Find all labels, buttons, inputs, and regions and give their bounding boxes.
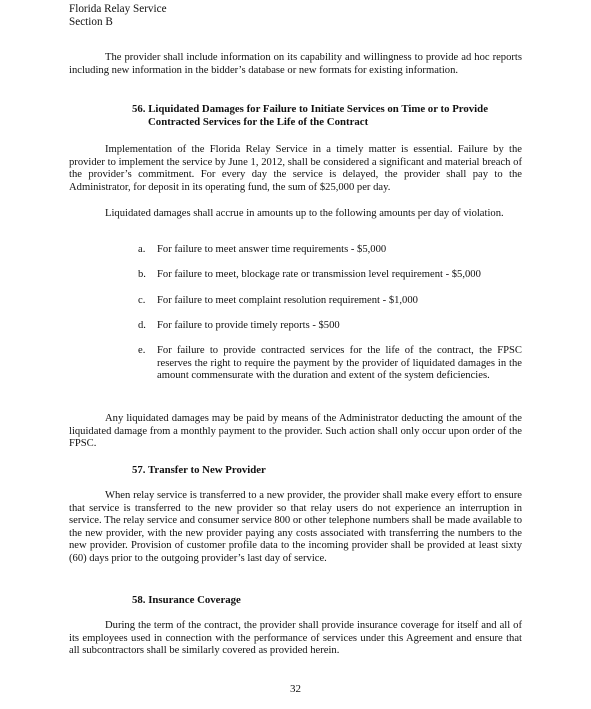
damages-list-item: [138, 244, 522, 257]
header-section: Section B: [69, 15, 113, 28]
page-number: 32: [290, 683, 301, 695]
section-56-paragraph-1: Implementation of the Florida Relay Service in a timely matter is essential. Failure by the provider to implement the service by June 1, 2012, shall be considered a significant and material breach of the provider’s commitment. For every day the service is delayed, the provider shall pay to the Administrator, for deposit in its operating fund, the sum of $25,000 per day.: [69, 144, 522, 193]
running-header: [69, 3, 167, 28]
damages-list-item: [138, 269, 522, 282]
list-item-text: For failure to provide contracted services for the life of the contract, the FPSC reserves the right to require the payment by the provider of liquidated damages in the amount commensurate with the duration and extent of the system deficiencies.: [157, 345, 522, 382]
list-item-text: For failure to meet, blockage rate or transmission level requirement - $5,000: [157, 269, 481, 280]
list-item-letter: d.: [138, 320, 146, 331]
section-56-heading-line2: Contracted Services for the Life of the Contract: [148, 116, 369, 128]
section-58-paragraph: During the term of the contract, the provider shall provide insurance coverage for itself and all of its employees used in connection with the performance of services under this Agreement and ensure that all subcontractors shall be similarly covered as provided herein.: [69, 620, 522, 657]
header-title: Florida Relay Service: [69, 3, 167, 15]
list-item-letter: c.: [138, 295, 146, 306]
list-item-letter: b.: [138, 269, 146, 280]
list-item-letter: a.: [138, 244, 146, 255]
section-56-heading-line1: 56. Liquidated Damages for Failure to Initiate Services on Time or to Provide: [132, 103, 488, 115]
section-56-paragraph-2: Liquidated damages shall accrue in amounts up to the following amounts per day of violation.: [105, 208, 504, 219]
section-57-heading: 57. Transfer to New Provider: [132, 464, 266, 476]
list-item-letter: e.: [138, 345, 146, 356]
section-57-paragraph: When relay service is transferred to a new provider, the provider shall make every effort to ensure that service is transferred to the new provider so that relay users do not experience an interruption in service. The relay service and consumer service 800 or other telephone numbers shall be made available to the new provider, with the new provider paying any costs associated with transferring the numbers to the new provider. Provision of customer profile data to the incoming provider shall be provided at least sixty (60) days prior to the outgoing provider’s last day of service.: [69, 490, 522, 564]
section-56-heading: [132, 103, 532, 129]
intro-paragraph: The provider shall include information on its capability and willingness to provide ad hoc reports including new information in the bidder’s database or new formats for existing information.: [69, 52, 522, 76]
damages-list-item: [138, 295, 522, 308]
damages-list-item: [138, 345, 522, 383]
list-item-text: For failure to meet answer time requirements - $5,000: [157, 244, 387, 255]
list-item-text: For failure to meet complaint resolution requirement - $1,000: [157, 295, 418, 306]
damages-list-item: [138, 320, 522, 333]
section-56-paragraph-3: Any liquidated damages may be paid by means of the Administrator deducting the amount of the liquidated damage from a monthly payment to the provider. Such action shall only occur upon order of the FPSC.: [69, 413, 522, 450]
section-58-heading: 58. Insurance Coverage: [132, 594, 241, 606]
list-item-text: For failure to provide timely reports - $500: [157, 320, 340, 331]
